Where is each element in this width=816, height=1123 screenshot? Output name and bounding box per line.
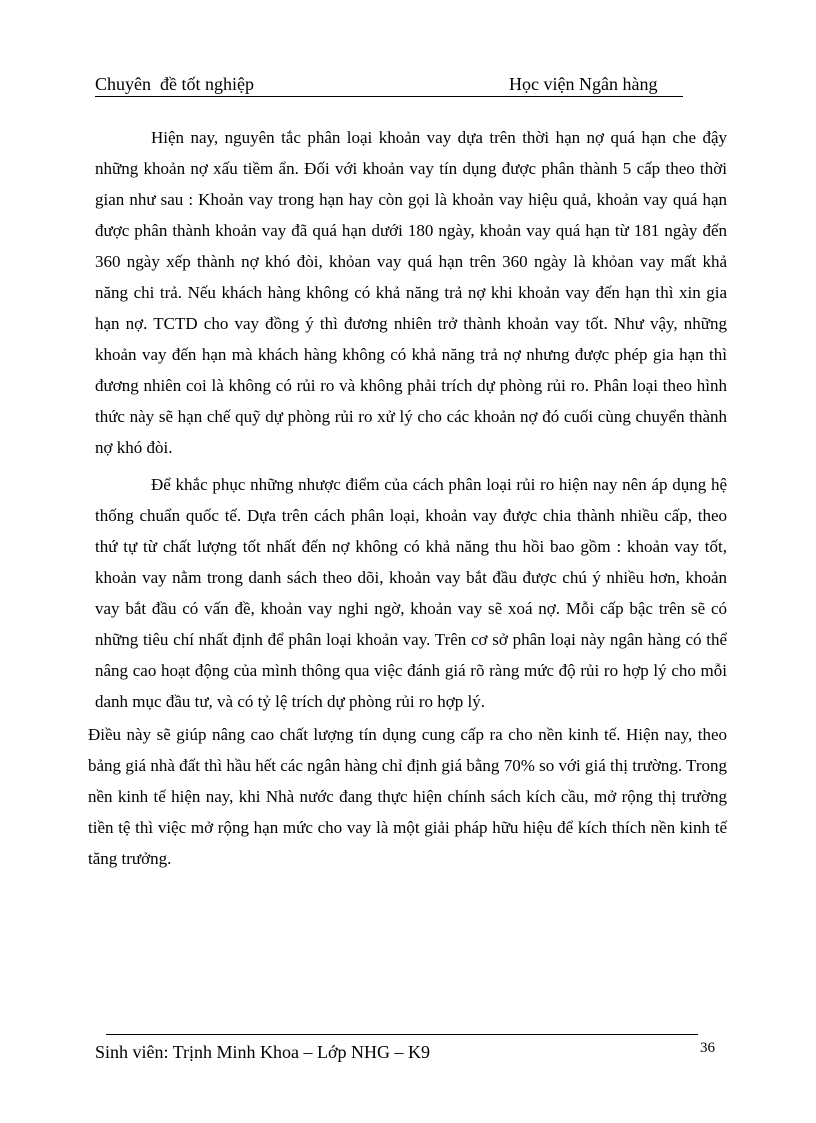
footer-student-info: Sinh viên: Trịnh Minh Khoa – Lớp NHG – K9 xyxy=(95,1042,431,1062)
paragraph-3: Điều này sẽ giúp nâng cao chất lượng tín dụng cung cấp ra cho nền kinh tế. Hiện nay, theo bảng giá nhà đất thì hầu hết các ngân hàng chỉ định giá bằng 70% so với giá thị trường. Trong nền kinh tế hiện nay, khi Nhà nước đang thực hiện chính sách kích cầu, mở rộng thị trường tiền tệ thì việc mở rộng hạn mức cho vay là một giải pháp hữu hiệu để kích thích nền kinh tế tăng trưởng. xyxy=(88,725,727,868)
header-divider xyxy=(95,96,683,97)
document-body xyxy=(88,122,727,874)
paragraph-1: Hiện nay, nguyên tắc phân loại khoản vay dựa trên thời hạn nợ quá hạn che đậy những khoản nợ xấu tiềm ẩn. Đối với khoản vay tín dụng được phân thành 5 cấp theo thời gian như sau : Khoản vay trong hạn hay còn gọi là khoản vay hiệu quả, khoản vay quá hạn được phân thành khoản vay đã quá hạn dưới 180 ngày, khoản vay quá hạn từ 181 ngày đến 360 ngày xếp thành nợ khó đòi, khỏan vay quá hạn trên 360 ngày là khỏan vay mất khả năng chi trả. Nếu khách hàng không có khả năng trả nợ khi khoản vay đến hạn thì xin gia hạn nợ. TCTD cho vay đồng ý thì đương nhiên trở thành khoản vay tốt. Như vậy, những khoản vay đến hạn mà khách hàng không có khả năng trả nợ nhưng được phép gia hạn thì đương nhiên coi là không có rủi ro và không phải trích dự phòng rủi ro. Phân loại theo hình thức này sẽ hạn chế quỹ dự phòng rủi ro xử lý cho các khoản nợ đó cuối cùng chuyển thành nợ khó đòi. xyxy=(95,128,727,457)
page-header xyxy=(95,72,683,96)
header-institution: Học viện Ngân hàng xyxy=(509,74,658,94)
paragraph-2: Để khắc phục những nhược điểm của cách phân loại rủi ro hiện nay nên áp dụng hệ thống chuẩn quốc tế. Dựa trên cách phân loại, khoản vay được chia thành nhiều cấp, theo thứ tự từ chất lượng tốt nhất đến nợ không có khả năng thu hồi bao gồm : khoản vay tốt, khoản vay nằm trong danh sách theo dõi, khoản vay bắt đầu được chú ý nhiều hơn, khoản vay bắt đầu có vấn đề, khoản vay nghi ngờ, khoản vay sẽ xoá nợ. Mỗi cấp bậc trên sẽ có những tiêu chí nhất định để phân loại khoản vay. Trên cơ sở phân loại này ngân hàng có thể nâng cao hoạt động của mình thông qua việc đánh giá rõ ràng mức độ rủi ro hợp lý cho mỗi danh mục đầu tư, và có tỷ lệ trích dự phòng rủi ro hợp lý. xyxy=(95,475,727,711)
header-document-title: Chuyên đề tốt nghiệp xyxy=(95,74,254,94)
page-number: 36 xyxy=(700,1040,715,1056)
footer-divider xyxy=(106,1034,698,1035)
